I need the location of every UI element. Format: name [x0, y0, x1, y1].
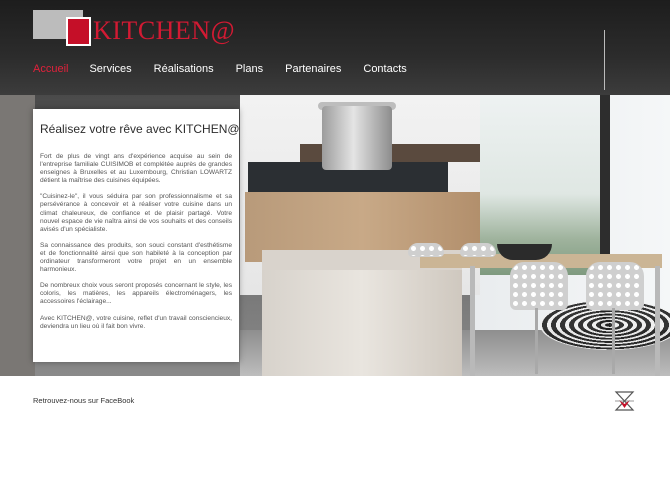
nav-item-services[interactable]: Services	[89, 63, 132, 75]
hero-fruit-bowl	[497, 244, 552, 260]
nav-item-contacts[interactable]: Contacts	[363, 63, 407, 75]
hero-chair	[408, 243, 444, 257]
panel-title: Réalisez votre rêve avec KITCHEN@	[40, 122, 240, 136]
hero-chair	[510, 262, 568, 310]
hero-left-wall	[0, 95, 35, 376]
facebook-link[interactable]: Retrouvez-nous sur FaceBook	[33, 396, 135, 405]
logo-text[interactable]: KITCHEN@	[93, 16, 236, 45]
main-nav	[33, 61, 407, 79]
panel-paragraph: Fort de plus de vingt ans d'expérience acquise au sein de l'entreprise familiale CUISIMOB et complétée auprès de grandes enseignes à Bruxelles et au Luxembourg, Christian LOWARTZ détient la maîtrise des cuisines équipées.	[40, 153, 232, 185]
hero-chair	[586, 262, 644, 310]
intro-panel	[33, 109, 239, 362]
panel-paragraph: Avec KITCHEN@, votre cuisine, reflet d'un travail consciencieux, deviendra un lieu où il fait bon vivre.	[40, 314, 232, 330]
emblem-icon[interactable]	[613, 390, 636, 412]
nav-item-realisations[interactable]: Réalisations	[153, 63, 214, 75]
panel-paragraph: "Cuisinez-le", il vous séduira par son professionnalisme et sa persévérance à concevoir et à réaliser votre cuisine dans un climat chaleureux, de confiance et de plaisir partagé. Votre nouvel espace de vie naîtra ainsi de vos souhaits et des conseils avisés d'un spécialiste.	[40, 193, 232, 233]
hero-chair-leg	[535, 308, 538, 374]
hero-range-hood	[322, 106, 392, 170]
nav-item-accueil[interactable]: Accueil	[33, 63, 69, 75]
nav-item-partenaires[interactable]: Partenaires	[285, 63, 342, 75]
emblem-icon-svg	[613, 390, 636, 412]
logo-red-square	[66, 17, 91, 46]
hero-chair-leg	[612, 308, 615, 374]
hero-table-leg	[470, 266, 475, 376]
panel-paragraph: Sa connaissance des produits, son souci constant d'esthétisme et de fonctionnalité ainsi que son habileté à la conception par ordinateur transformeront votre projet en un ensemble harmonieux.	[40, 241, 232, 274]
nav-item-plans[interactable]: Plans	[235, 63, 264, 75]
hero-pendant-cord	[604, 30, 605, 90]
hero-island	[262, 270, 462, 376]
panel-paragraph: De nombreux choix vous seront proposés concernant le style, les coloris, les matières, les appareils électroménagers, les accessoires l'éclairage...	[40, 282, 232, 306]
hero-table-leg	[655, 266, 660, 376]
hero-chair	[460, 243, 496, 257]
